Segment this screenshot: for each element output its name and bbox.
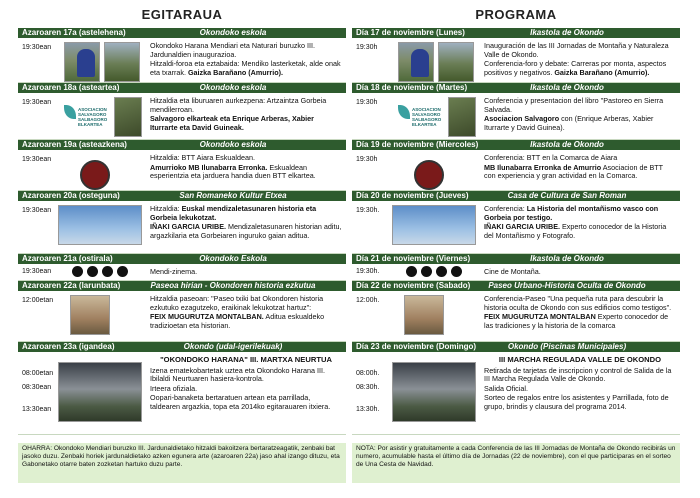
day-block — [352, 352, 680, 435]
btt-club-logo — [80, 154, 110, 191]
day-header — [352, 281, 680, 291]
day-date: Día 20 de noviembre (Jueves) — [356, 191, 469, 200]
day-date: Azaroaren 18a (asteartea) — [22, 83, 120, 92]
day-block — [18, 150, 346, 191]
description-paragraph: Hitzaldia: BTT Aiara Eskualdean. — [150, 153, 255, 162]
event-description — [484, 356, 676, 413]
day-place: Casa de Cultura de San Roman — [507, 191, 627, 200]
event-time: 08:00h. — [356, 370, 380, 377]
day-block — [18, 38, 346, 83]
book-cover — [114, 97, 142, 137]
day-place: Okondo (Piscinas Municipales) — [507, 342, 627, 351]
day-block — [18, 291, 346, 342]
description-paragraph: Oopari-banaketa bertaratuen artean eta parrillada, taldearen argazkia, topa eta 2014ko egitarauaren itxiera. — [150, 393, 331, 411]
description-paragraph: IÑAKI GARCIA URIBE. Mendizaletasunaren historian aditu, argazkilaria eta Gorbeiaren inguruko gaian aditua. — [150, 222, 342, 240]
description-paragraph: Conferencia-Paseo "Una pequeña ruta para descubrir la historia oculta de Okondo con sus edificios como testigos". — [484, 294, 672, 312]
description-paragraph — [150, 115, 342, 132]
day-place: Ikastola de Okondo — [530, 254, 604, 263]
mountain-storm-photo — [58, 362, 142, 422]
speaker-name: Asociacion Salvagoro — [484, 114, 560, 124]
day-header — [18, 254, 346, 264]
speaker-portrait — [70, 295, 110, 335]
event-description — [484, 97, 676, 133]
day-header — [18, 191, 346, 201]
day-block — [352, 93, 680, 140]
event-time: 19:30h — [356, 156, 378, 163]
description-paragraph: Izena ematekobartetak uztea eta Okondoko Harana III. Ibilaldi Neurtuaren hasiera-kontrola. — [150, 365, 326, 384]
mountain-storm-photo — [392, 362, 476, 422]
logo-text: ASOCIACION SALVAGORO SALBAGORO ELKARTEA — [78, 107, 108, 127]
day-header — [352, 83, 680, 93]
runner-photo — [398, 42, 434, 82]
description-paragraph: FEIX MUGURUTZA MONTALBAN Experto conocedor de las tradiciones y la historia de la comarca — [484, 312, 669, 330]
speaker-name: Amurrioko MB Ilunabarra Erronka. — [150, 162, 268, 172]
event-description — [150, 42, 342, 78]
description-paragraph: Asociacion Salvagoro con (Enrique Arberas, Xabier Iturrarte y David Guinea). — [484, 114, 654, 132]
speaker-name: FEIX MUGURUTZA MONTALBAN — [484, 312, 596, 322]
day-place: Ikastola de Okondo — [530, 83, 604, 92]
day-date: Día 22 de noviembre (Sabado) — [356, 281, 471, 290]
description-paragraph: Retirada de tarjetas de inscripcion y control de Salida de la III Marcha Regulada Valle de Okondo. — [484, 365, 672, 384]
speaker-name: Gaizka Barañano (Amurrio). — [187, 67, 284, 77]
speaker-name: Gaizka Barañano (Amurrio). — [554, 67, 650, 77]
event-description — [150, 205, 342, 241]
day-place: San Romaneko Kultur Etxea — [179, 191, 287, 200]
description-paragraph: Mendi-zinema. — [150, 267, 198, 276]
day-header — [352, 28, 680, 38]
day-date: Día 17 de noviembre (Lunes) — [356, 28, 465, 37]
day-date: Azaroaren 20a (osteguna) — [22, 191, 120, 200]
event-time: 13:30ean — [22, 406, 52, 413]
description-paragraph: FEIX MUGURUTZA MONTALBAN. Aditua eskualdeko tradizioetan eta historian. — [150, 312, 325, 330]
speaker-name: IÑAKI GARCIA URIBE. — [150, 222, 227, 232]
speaker-name: FEIX MUGURUTZA MONTALBAN. — [150, 312, 264, 322]
event-description — [150, 356, 342, 413]
column-title: EGITARAUA — [141, 7, 223, 22]
day-place: Ikastola de Okondo — [530, 140, 604, 149]
day-block — [352, 201, 680, 254]
event-time: 19:30ean — [22, 207, 52, 214]
speaker-name: Salvagoro elkarteak eta Enrique Arberas, Xabier Iturrarte eta David Guineak. — [150, 114, 314, 132]
event-time: 19:30h — [356, 44, 378, 51]
book-cover — [448, 97, 476, 137]
film-reel-icons — [392, 266, 476, 278]
event-time: 08:30ean — [22, 384, 52, 391]
day-date: Día 19 de noviembre (Miercoles) — [356, 140, 479, 149]
day-date: Día 21 de noviembre (Viernes) — [356, 254, 471, 263]
day-header — [18, 342, 346, 352]
day-block — [18, 264, 346, 281]
day-date: Azaroaren 22a (larunbata) — [22, 281, 121, 290]
description-paragraph: Conferencia: BTT en la Comarca de Aiara — [484, 153, 618, 162]
day-date: Día 23 de noviembre (Domingo) — [356, 342, 477, 351]
day-header — [352, 254, 680, 264]
description-paragraph: MB Ilunabarra Erronka de Amurrio Asociacion de BTT con experiencia y gran actividad en la Comarca. — [484, 162, 663, 181]
eiffel-tower-photo — [58, 205, 142, 245]
speaker-portrait — [404, 295, 444, 335]
day-list — [18, 28, 346, 435]
runner-photo — [64, 42, 100, 82]
day-block — [352, 291, 680, 342]
day-place: Okondoko eskola — [199, 83, 267, 92]
day-header — [18, 83, 346, 93]
description-paragraph: Hitzaldia eta liburuaren aurkezpena: Artzaintza Gorbeia mendilerroan. — [150, 96, 327, 114]
description-paragraph: IÑAKI GARCIA URIBE. Experto conocedor de la Historia del Montañismo y Fotografo. — [484, 222, 667, 240]
event-description — [150, 154, 342, 182]
speaker-name: IÑAKI GARCIA URIBE. — [484, 222, 561, 232]
day-place: Paseoa hirian - Okondoren historia ezkutua — [150, 281, 316, 290]
day-header — [352, 191, 680, 201]
day-header — [18, 140, 346, 150]
event-heading: III MARCHA REGULADA VALLE DE OKONDO — [498, 355, 662, 364]
speaker-name: MB Ilunabarra Erronka de Amurrio — [484, 162, 602, 172]
eiffel-tower-photo — [392, 205, 476, 245]
event-time: 19:30h. — [356, 268, 380, 275]
day-date: Azaroaren 17a (astelehena) — [22, 28, 126, 37]
event-time: 12:00h. — [356, 297, 380, 304]
footer-note: NOTA: Por asistir y gratuitamente a cada Conferencia de las III Jornadas de Montaña de Okondo recibirás un numero, acumulable hasta el último día de Jornadas (22 de noviembre), con el que participaras en el sorteo de Una Cesta de Navidad. — [352, 443, 680, 483]
day-block — [18, 352, 346, 435]
description-paragraph: Hitzaldia paseoan: "Paseo txiki bat Okondoren historia ezkutuko ezagutzeko, eraikinak lekukotzat hartuz": — [150, 294, 324, 312]
description-paragraph: Amurrioko MB Ilunabarra Erronka. Eskualdean esperientzia eta jarduera handia duen BTT elkartea. — [150, 162, 316, 181]
day-date: Azaroaren 19a (asteazkena) — [22, 140, 127, 149]
speaker-name: Euskal mendizaletasunaren historia eta Gorbeia lekukotzat. — [150, 204, 317, 222]
event-description — [484, 154, 676, 182]
day-block — [18, 201, 346, 254]
day-place: Paseo Urbano-Historia Oculta de Okondo — [488, 281, 646, 290]
day-block — [352, 150, 680, 191]
day-block — [18, 93, 346, 140]
description-paragraph: Conferencia-foro y debate: Carreras por monta, aspectos positivos y negativos. Gaizka Barañano (Amurrio). — [484, 59, 667, 77]
event-description — [484, 295, 676, 331]
event-description — [484, 42, 676, 78]
event-time: 08:00etan — [22, 370, 54, 377]
day-place: Okondoko eskola — [199, 140, 267, 149]
day-header — [18, 28, 346, 38]
description-paragraph: Sorteo de regalos entre los asistentes y Parrillada, foto de grupo, brindis y clausura del programa 2014. — [484, 393, 669, 411]
event-time: 19:30ean — [22, 156, 52, 163]
event-heading: "OKONDOKO HARANA" III. MARTXA NEURTUA — [160, 355, 332, 364]
description-paragraph: Hitzaldi-foroa eta eztabaida: Mendiko lasterketak, alde onak eta txarrak. Gaizka Barañano (Amurrio). — [150, 59, 341, 77]
event-time: 12:00etan — [22, 297, 54, 304]
day-block — [352, 38, 680, 83]
day-place: Okondo (udal-igerilekuak) — [183, 342, 283, 351]
description-paragraph: Conferencia: La Historia del montañismo vasco con Gorbeia por testigo. — [484, 204, 659, 222]
salvagoro-logo — [64, 97, 112, 137]
column-title: PROGRAMA — [475, 7, 557, 22]
film-reel-icons — [58, 266, 142, 278]
event-description — [484, 205, 676, 241]
day-date: Azaroaren 23a (igandea) — [22, 342, 115, 351]
event-time: 19:30ean — [22, 44, 52, 51]
description-paragraph: Irteera ofiziala. — [150, 383, 198, 393]
day-date: Día 18 de noviembre (Martes) — [356, 83, 468, 92]
event-time: 13:30h. — [356, 406, 380, 413]
day-header — [352, 342, 680, 352]
description-paragraph: Hitzaldia: Euskal mendizaletasunaren historia eta Gorbeia lekukotzat. — [150, 204, 317, 222]
event-description — [150, 97, 342, 133]
description-paragraph: Conferencia y presentacion del libro "Pastoreo en Sierra Salvada. — [484, 96, 664, 114]
event-time: 19:30ean — [22, 99, 52, 106]
day-place: Okondoko Eskola — [199, 254, 267, 263]
day-list — [352, 28, 680, 435]
spanish-program-column — [352, 0, 680, 498]
event-description — [150, 268, 342, 278]
leaf-icon — [64, 105, 76, 119]
description-paragraph: Okondoko Harana Mendiari eta Naturari buruzko III. Jardunaldien inaugurazioa. — [150, 41, 315, 59]
description-paragraph: Cine de Montaña. — [484, 267, 541, 276]
day-header — [18, 281, 346, 291]
description-paragraph: Inauguración de las III Jornadas de Montaña y Naturaleza Valle de Okondo. — [484, 41, 669, 59]
day-date: Azaroaren 21a (ostirala) — [22, 254, 113, 263]
event-time: 19:30ean — [22, 268, 52, 275]
event-description — [484, 268, 676, 278]
event-time: 19:30h. — [356, 207, 380, 214]
day-block — [352, 264, 680, 281]
runner-photo-2 — [104, 42, 140, 82]
speaker-name: La Historia del montañismo vasco con Gorbeia por testigo. — [484, 204, 659, 222]
btt-club-logo — [414, 154, 444, 191]
day-place: Ikastola de Okondo — [530, 28, 604, 37]
day-place: Okondoko eskola — [199, 28, 267, 37]
day-header — [352, 140, 680, 150]
leaf-icon — [398, 105, 410, 119]
event-time: 08:30h. — [356, 384, 380, 391]
basque-program-column — [18, 0, 346, 498]
salvagoro-logo — [398, 97, 446, 137]
logo-text: ASOCIACION SALVAGORO SALBAGORO ELKARTEA — [412, 107, 442, 127]
description-paragraph: Salida Oficial. — [484, 383, 528, 393]
runner-photo-2 — [438, 42, 474, 82]
event-time: 19:30h — [356, 99, 378, 106]
event-description — [150, 295, 342, 331]
footer-note: OHARRA: Okondoko Mendiari buruzko III. Jardunaldietako hitzaldi bakoitzera bertaratzeagatik, zenbaki bat jasoko duzu. Zenbaki horiek jardunaldietako azken egunera arte (azaroaren 22a) jaso ahal izango dituzu, eta Gabonetako otarre baten zozketan hartuko duzu parte. — [18, 443, 346, 483]
